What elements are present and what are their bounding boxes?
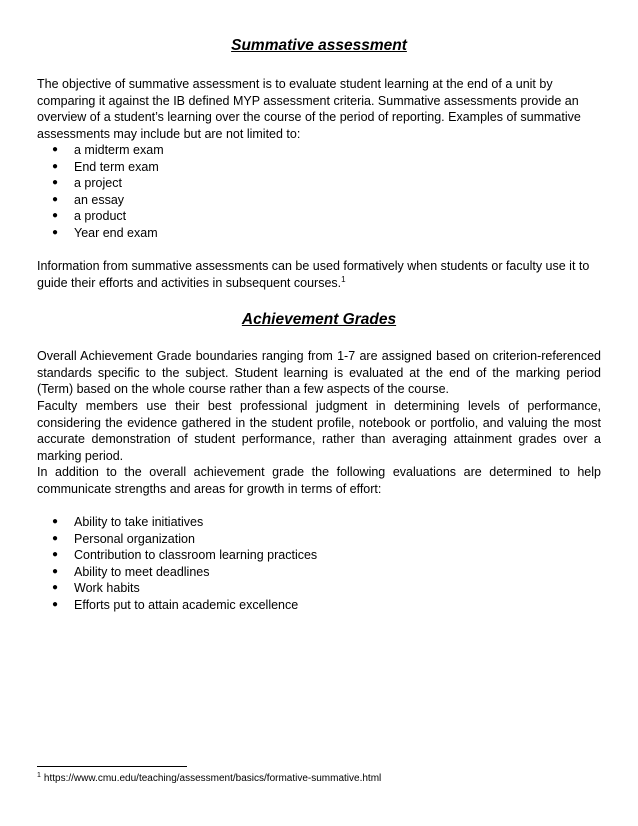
- list-item: ● Ability to meet deadlines: [52, 564, 210, 579]
- bullet-icon: ●: [52, 193, 59, 205]
- list-item: ● a midterm exam: [52, 143, 164, 157]
- summative-closing-paragraph: Information from summative assessments can be used formatively when students or faculty use it to guide their efforts and activities in subsequent courses.$^1$: [37, 259, 590, 290]
- bullet-icon: ●: [52, 226, 59, 238]
- bullet-icon: ●: [52, 210, 59, 222]
- effort-evaluations-list: [52, 514, 317, 614]
- faculty-judgment-paragraph: Faculty members use their best professional judgment in determining levels of performance, considering the evidence gathered in the student profile, notebook or portfolio, and valuing the most accurate demonstration of student performance, rather than averaging attainment grades over a marking period.: [37, 399, 601, 463]
- list-item: ● Year end exam: [52, 225, 158, 240]
- effort-evaluations-intro: In addition to the overall achievement grade the following evaluations are determined to help communicate strengths and areas for growth in terms of effort:: [37, 465, 601, 496]
- list-item: ● Work habits: [52, 581, 140, 596]
- bullet-icon: ●: [52, 516, 59, 527]
- bullet-icon: ●: [52, 160, 59, 172]
- footnote-reference[interactable]: 1: [341, 274, 346, 284]
- summative-intro-paragraph: The objective of summative assessment is to evaluate student learning at the end of a unit by comparing it against the IB defined MYP assessment criteria. Summative assessments provide an overview of a student’s learning over the course of the period of reporting. Examples of summative assessments may include but are not limited to:: [37, 77, 581, 141]
- summative-assessment-heading: Summative assessment: [231, 37, 407, 54]
- bullet-icon: ●: [52, 532, 59, 544]
- list-item: ● an essay: [52, 192, 125, 207]
- summative-examples-list: [52, 142, 164, 242]
- list-item: ● Ability to take initiatives: [52, 515, 204, 529]
- list-item: ● End term exam: [52, 159, 159, 174]
- list-item: ● Efforts put to attain academic excellence: [52, 597, 299, 612]
- bullet-icon: ●: [52, 177, 59, 189]
- bullet-icon: ●: [52, 565, 59, 577]
- bullet-icon: ●: [52, 582, 59, 594]
- bullet-icon: ●: [52, 598, 59, 610]
- grade-boundaries-paragraph: Overall Achievement Grade boundaries ranging from 1-7 are assigned based on criterion-referenced standards specific to the subject. Student learning is evaluated at the end of the marking period (Term) based on the whole course rather than a few aspects of the course.: [37, 349, 601, 397]
- list-item: ● a project: [52, 176, 122, 191]
- footnote: [37, 772, 381, 786]
- footnote-divider: [37, 766, 187, 767]
- footnote-marker: 1: [37, 771, 41, 779]
- bullet-icon: ●: [52, 144, 59, 155]
- bullet-icon: ●: [52, 549, 59, 561]
- achievement-grades-heading: Achievement Grades: [241, 311, 397, 328]
- list-item: ● Contribution to classroom learning practices: [52, 548, 318, 563]
- list-item: ● Personal organization: [52, 531, 195, 546]
- list-item: ● a product: [52, 209, 127, 224]
- footnote-link[interactable]: https://www.cmu.edu/teaching/assessment/basics/formative-summative.html: [43, 773, 382, 784]
